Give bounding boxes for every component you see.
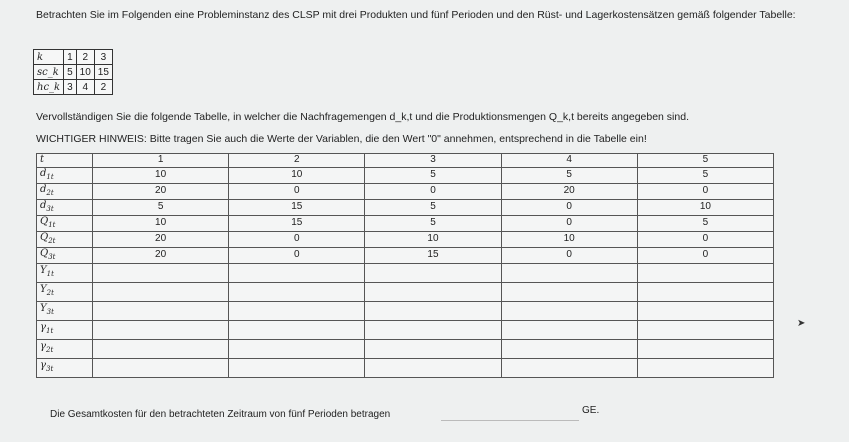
value-cell: 10 [93,167,229,183]
input-cell[interactable] [637,301,773,320]
total-cost-input[interactable] [441,420,579,421]
input-cell[interactable] [501,320,637,339]
params-cell: 1 [64,50,77,65]
row-label-symbol: Y [40,284,47,296]
row-label [37,282,93,301]
header-row [37,154,774,168]
period-header: 1 [93,154,229,168]
input-cell[interactable] [93,282,229,301]
value-cell: 10 [93,215,229,231]
value-cell: 0 [229,183,365,199]
mouse-cursor-icon: ➤ [797,318,806,329]
row-label [37,231,93,247]
value-cell: 10 [501,231,637,247]
value-cell: 0 [637,231,773,247]
table-row [37,231,774,247]
input-cell[interactable] [365,358,501,377]
table-row [37,301,774,320]
task-text: Vervollständigen Sie die folgende Tabelle, in welcher die Nachfragemengen d_k,t und die Produktionsmengen Q_k,t bereits angegeben sind. [36,111,689,123]
input-cell[interactable] [229,320,365,339]
table-row [37,263,774,282]
input-cell[interactable] [637,320,773,339]
value-cell: 5 [365,215,501,231]
table-row [37,320,774,339]
row-label-symbol: Q [40,247,49,259]
row-label-symbol: Y [40,303,47,315]
params-cell: 4 [76,80,94,95]
input-cell[interactable] [637,263,773,282]
params-row-label: k [34,50,64,65]
row-label-subscript: 3t [46,308,54,317]
main-table [36,153,774,378]
row-label-subscript: 1t [46,172,54,181]
input-cell[interactable] [93,358,229,377]
params-cell: 10 [76,65,94,80]
input-cell[interactable] [365,301,501,320]
input-cell[interactable] [93,339,229,358]
value-cell: 0 [637,183,773,199]
params-row [34,50,113,65]
table-row [37,358,774,377]
unit-label: GE. [582,405,600,416]
row-label-symbol: d [40,199,47,211]
row-label-symbol: γ [40,322,46,334]
row-label [37,320,93,339]
input-cell[interactable] [365,282,501,301]
row-label [37,301,93,320]
value-cell: 0 [229,231,365,247]
params-cell: 3 [94,50,112,65]
value-cell: 20 [93,231,229,247]
input-cell[interactable] [229,339,365,358]
input-cell[interactable] [229,282,365,301]
value-cell: 5 [93,199,229,215]
value-cell: 5 [365,199,501,215]
params-cell: 2 [76,50,94,65]
row-label-subscript: 3t [48,252,56,261]
table-row [37,247,774,263]
params-row [34,80,113,95]
value-cell: 20 [93,247,229,263]
row-label-symbol: Y [40,265,47,277]
input-cell[interactable] [501,282,637,301]
params-row-label: sc_k [34,65,64,80]
row-label-subscript: 1t [45,327,54,336]
input-cell[interactable] [365,339,501,358]
params-cell: 2 [94,80,112,95]
row-label-symbol: γ [40,341,46,353]
row-label [37,247,93,263]
input-cell[interactable] [229,301,365,320]
row-label-symbol: γ [40,360,46,372]
row-label-subscript: 2t [45,346,54,355]
table-row [37,282,774,301]
row-label-subscript: 1t [46,270,54,279]
value-cell: 15 [229,199,365,215]
row-label [37,167,93,183]
params-row-label: hc_k [34,80,64,95]
value-cell: 0 [501,247,637,263]
value-cell: 20 [93,183,229,199]
params-cell: 5 [64,65,77,80]
value-cell: 5 [637,215,773,231]
input-cell[interactable] [637,282,773,301]
table-row [37,339,774,358]
input-cell[interactable] [93,320,229,339]
input-cell[interactable] [637,358,773,377]
row-label-subscript: 1t [48,220,56,229]
total-cost-text: Die Gesamtkosten für den betrachteten Zeitraum von fünf Perioden betragen [50,409,391,420]
params-row [34,65,113,80]
table-row [37,183,774,199]
value-cell: 10 [637,199,773,215]
input-cell[interactable] [637,339,773,358]
input-cell[interactable] [365,263,501,282]
row-label [37,215,93,231]
params-table [33,49,113,95]
row-label-symbol: d [40,167,47,179]
row-label [37,199,93,215]
hint-text: WICHTIGER HINWEIS: Bitte tragen Sie auch die Werte der Variablen, die den Wert "0" annehmen, entsprechend in die Tabelle ein! [36,133,647,145]
period-header: 5 [637,154,773,168]
input-cell[interactable] [229,358,365,377]
input-cell[interactable] [229,263,365,282]
period-header: 4 [501,154,637,168]
input-cell[interactable] [501,358,637,377]
input-cell[interactable] [93,263,229,282]
input-cell[interactable] [501,301,637,320]
value-cell: 0 [229,247,365,263]
value-cell: 15 [365,247,501,263]
value-cell: 0 [365,183,501,199]
row-label-symbol: d [40,183,47,195]
value-cell: 20 [501,183,637,199]
row-label-subscript: 2t [48,236,56,245]
row-label [37,358,93,377]
table-row [37,167,774,183]
row-label-subscript: 2t [46,188,54,197]
row-label [37,183,93,199]
value-cell: 10 [229,167,365,183]
row-label-symbol: Q [40,215,49,227]
row-label [37,339,93,358]
table-row [37,215,774,231]
period-header: 3 [365,154,501,168]
row-label [37,263,93,282]
input-cell[interactable] [501,263,637,282]
value-cell: 5 [501,167,637,183]
input-cell[interactable] [501,339,637,358]
row-label-subscript: 3t [46,204,54,213]
table-row [37,199,774,215]
value-cell: 0 [637,247,773,263]
row-label-subscript: 3t [45,365,54,374]
header-label: t [37,154,93,168]
row-label-symbol: Q [40,231,49,243]
input-cell[interactable] [93,301,229,320]
value-cell: 0 [501,199,637,215]
intro-text: Betrachten Sie im Folgenden eine Probleminstanz des CLSP mit drei Produkten und fünf Perioden und den Rüst- und Lagerkostensätzen gemäß folgender Tabelle: [36,9,796,21]
value-cell: 5 [365,167,501,183]
value-cell: 5 [637,167,773,183]
params-cell: 15 [94,65,112,80]
value-cell: 0 [501,215,637,231]
input-cell[interactable] [365,320,501,339]
params-cell: 3 [64,80,77,95]
value-cell: 15 [229,215,365,231]
period-header: 2 [229,154,365,168]
row-label-subscript: 2t [46,289,54,298]
value-cell: 10 [365,231,501,247]
